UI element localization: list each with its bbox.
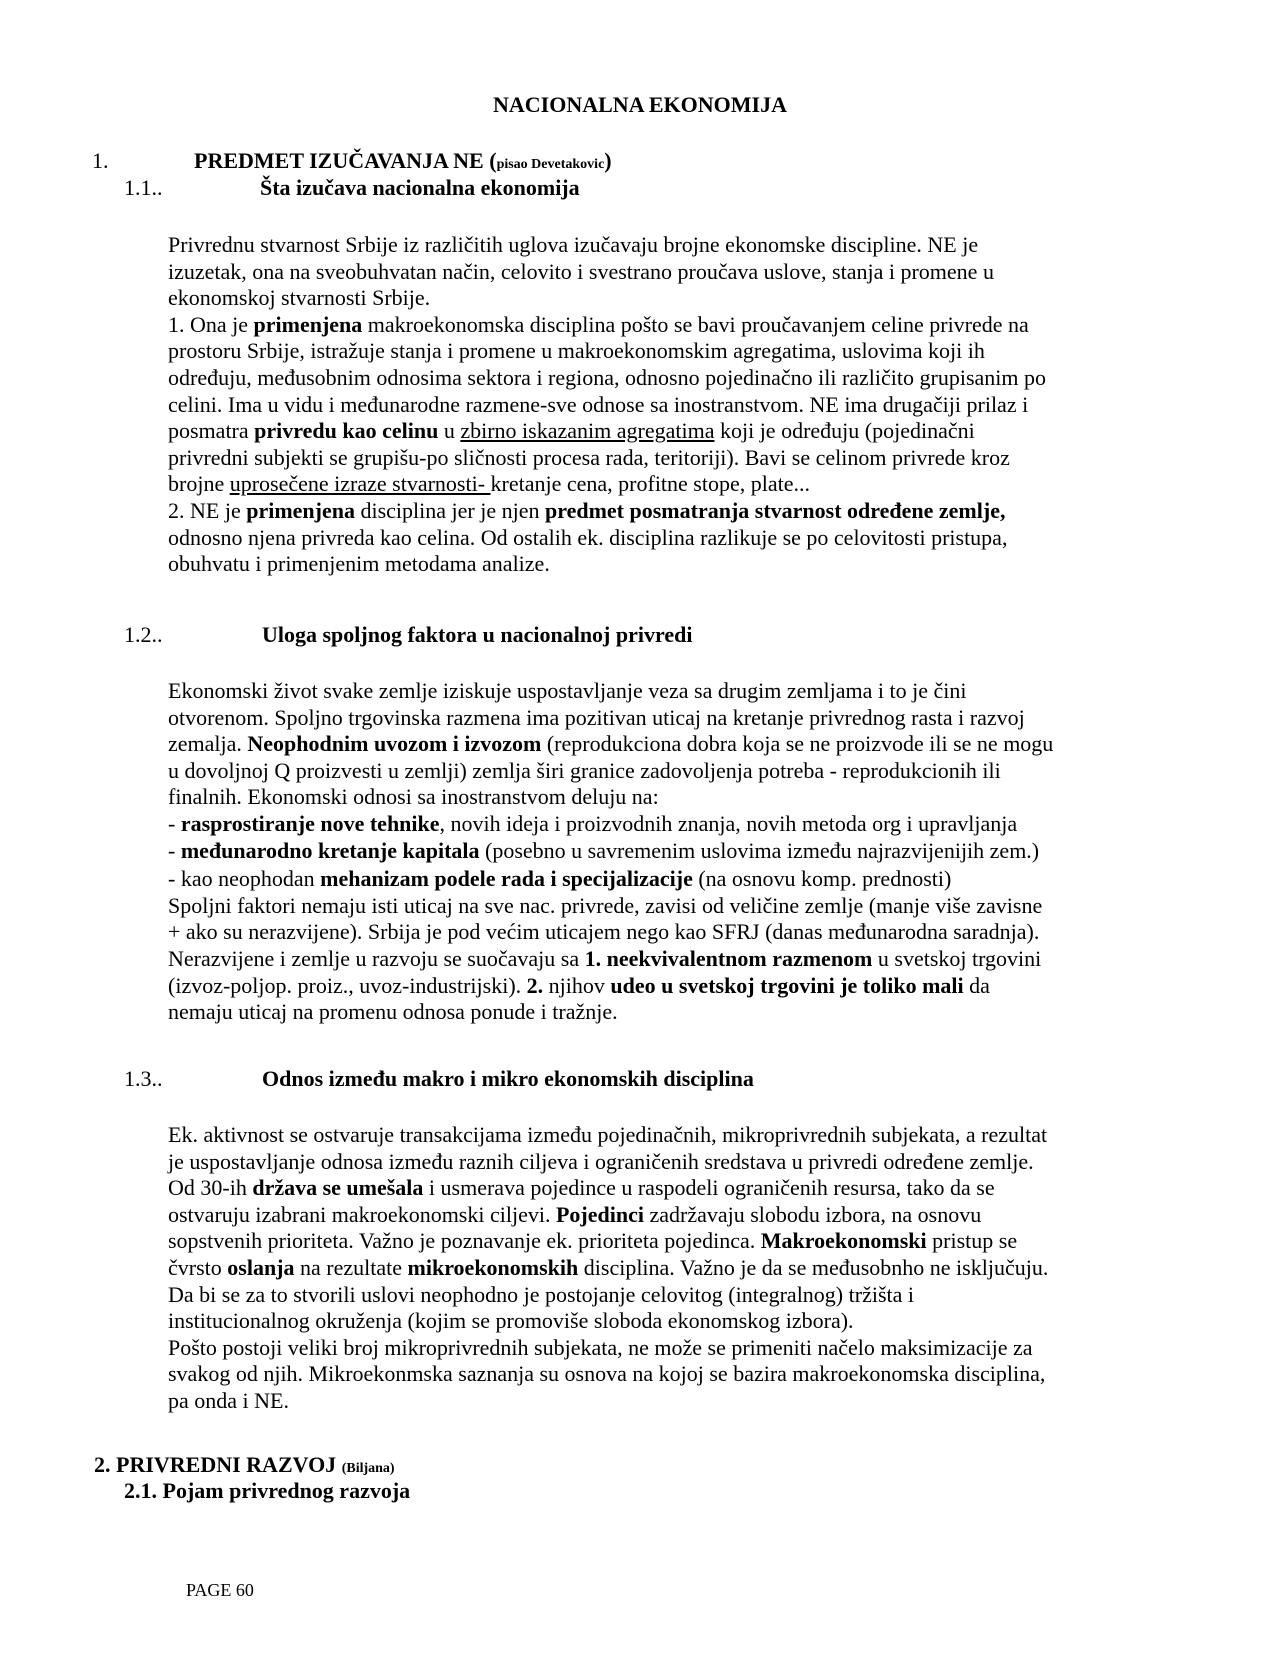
bold-term: udeo u svetskoj trgovini je toliko mali: [610, 972, 964, 998]
p1-line: određuju, međusobnim odnosima sektora i regiona, odnosno pojedinačno ili različito grupisanim po: [168, 364, 1047, 390]
section-1-1-number: 1.1..: [124, 175, 163, 200]
section-1-2-heading: Uloga spoljnog faktora u nacionalnoj privredi: [262, 622, 693, 647]
bold-term: država se umešala: [252, 1175, 424, 1201]
p2-line: nemaju uticaj na promenu odnosa ponude i tražnje.: [168, 999, 618, 1025]
section-2-title: 2. PRIVREDNI RAZVOJ: [94, 1452, 342, 1477]
bold-term: Makroekonomski: [760, 1228, 927, 1254]
p2-line: otvorenom. Spoljno trgovinska razmena ima pozitivan uticaj na kretanje privrednog rasta i razvoj: [168, 704, 1025, 730]
p3-line: institucionalnog okruženja (kojim se promoviše sloboda ekonomskog izbora).: [168, 1308, 854, 1334]
bold-term: mikroekonomskih: [407, 1254, 579, 1280]
p1-line: ekonomskoj stvarnosti Srbije.: [168, 285, 431, 311]
p2-line: u dovoljnoj Q proizvesti u zemlji) zemlja širi granice zadovoljenja potreba - reprodukcionih ili: [168, 757, 1001, 783]
section-1-author: pisao Devetakovic: [496, 157, 605, 172]
bold-term: privredu kao celinu: [254, 418, 439, 444]
section-1-heading: [194, 148, 612, 174]
bold-term: Neophodnim uvozom i izvozom: [247, 731, 542, 757]
bold-term: primenjena: [253, 311, 363, 337]
p2-line: finalnih. Ekonomski odnosi sa inostranstvom deluju na:: [168, 784, 659, 810]
section-1-close: ): [604, 148, 612, 173]
paragraph-2: [168, 678, 1178, 1026]
section-2-author: (Biljana): [341, 1461, 395, 1476]
underlined-term: zbirno iskazanim agregatima: [460, 418, 715, 444]
p3-line: čvrsto oslanja na rezultate mikroekonomskih disciplina. Važno je da se međusobnho ne isključuju.: [168, 1254, 1049, 1280]
bold-term: Pojedinci: [555, 1201, 644, 1227]
p3-line: pa onda i NE.: [168, 1387, 289, 1413]
p1-line: Privrednu stvarnost Srbije iz različitih uglova izučavaju brojne ekonomske discipline. NE je: [168, 232, 979, 257]
section-2-heading: [94, 1452, 395, 1478]
bold-term: 1. neekvivalentnom razmenom: [584, 945, 873, 971]
bold-term: međunarodno kretanje kapitala: [180, 837, 480, 863]
paragraph-3: [168, 1122, 1178, 1415]
bold-term: predmet posmatranja stvarnost određene zemlje,: [544, 497, 1006, 523]
p1-line: celini. Ima u vidu i međunarodne razmene-sve odnose sa inostranstvom. NE ima drugačiji prilaz i: [168, 391, 1029, 417]
p3-line: ostvaruju izabrani makroekonomski ciljevi. Pojedinci zadržavaju slobodu izbora, na osnovu: [168, 1201, 982, 1227]
section-1-3-heading: Odnos između makro i mikro ekonomskih disciplina: [262, 1066, 754, 1091]
bold-term: mehanizam podele rada i specijalizacije: [320, 866, 693, 892]
p1-line: izuzetak, ona na sveobuhvatan način, celovito i svestrano proučava uslove, stanja i promene u: [168, 258, 994, 284]
p2-line: - rasprostiranje nove tehnike, novih ideja i proizvodnih znanja, novih metoda org i upravljanja: [168, 810, 1018, 836]
p1-line: privredni subjekti se grupišu-po sličnosti procesa rada, teritoriji). Bavi se celinom privrede kroz: [168, 444, 1010, 470]
p2-line: - kao neophodan mehanizam podele rada i specijalizacije (na osnovu komp. prednosti): [168, 866, 952, 892]
p1-line: 2. NE je primenjena disciplina jer je njen predmet posmatranja stvarnost određene zemlje,: [168, 497, 1006, 523]
p1-line: brojne uprosečene izraze stvarnosti- kretanje cena, profitne stope, plate...: [168, 471, 811, 497]
page-number: PAGE 60: [186, 1580, 254, 1600]
bold-term: primenjena: [246, 497, 355, 523]
section-1-title: PREDMET IZUČAVANJA NE (: [194, 148, 497, 173]
p3-line: sopstvenih prioriteta. Važno je poznavanje ek. prioriteta pojedinca. Makroekonomski pristup se: [168, 1228, 1018, 1254]
p2-line: Nerazvijene i zemlje u razvoju se suočavaju sa 1. neekvivalentnom razmenom u svetskoj trgovini: [168, 945, 1042, 971]
p2-line: zemalja. Neophodnim uvozom i izvozom (reprodukciona dobra koja se ne proizvode ili se ne mogu: [168, 731, 1054, 757]
section-1-1-heading: Šta izučava nacionalna ekonomija: [260, 175, 580, 200]
p1-line: obuhvatu i primenjenim metodama analize.: [168, 551, 550, 577]
p3-line: Ek. aktivnost se ostvaruje transakcijama između pojedinačnih, mikroprivrednih subjekata, a rezultat: [168, 1122, 1048, 1147]
p2-line: - međunarodno kretanje kapitala (posebno u savremenim uslovima između najrazvijenijih zem.): [168, 837, 1040, 863]
p1-line: odnosno njena privreda kao celina. Od ostalih ek. disciplina razlikuje se po celovitosti pristupa,: [168, 524, 1008, 550]
paragraph-1: [168, 232, 1178, 578]
p2-line: Spoljni faktori nemaju isti uticaj na sve nac. privrede, zavisi od veličine zemlje (manje više zavisne: [168, 892, 1043, 918]
bold-term: 2.: [526, 972, 544, 998]
p3-line: je uspostavljanje odnosa između raznih ciljeva i ograničenih sredstava u privredi određene zemlje.: [168, 1148, 1034, 1174]
page-title: NACIONALNA EKONOMIJA: [493, 92, 787, 117]
p3-line: svakog od njih. Mikroekonmska saznanja su osnova na kojoj se bazira makroekonomska disciplina,: [168, 1361, 1046, 1387]
section-1-number: 1.: [92, 148, 109, 173]
section-2-1-heading: 2.1. Pojam privrednog razvoja: [124, 1478, 411, 1503]
p1-line: 1. Ona je primenjena makroekonomska disciplina pošto se bavi proučavanjem celine privrede na: [168, 311, 1029, 337]
underlined-term: uprosečene izraze stvarnosti-: [229, 471, 491, 497]
section-1-2-number: 1.2..: [124, 622, 163, 647]
p3-line: Pošto postoji veliki broj mikroprivrednih subjekata, ne može se primeniti načelo maksimizacije za: [168, 1334, 1033, 1360]
bold-term: rasprostiranje nove tehnike: [180, 810, 440, 836]
p2-line: + ako su nerazvijene). Srbija je pod većim uticajem nego kao SFRJ (danas međunarodna saradnja).: [168, 919, 1040, 945]
p1-line: posmatra privredu kao celinu u zbirno iskazanim agregatima koji je određuju (pojedinačni: [168, 418, 975, 444]
bold-term: oslanja: [227, 1254, 295, 1280]
p2-line: (izvoz-poljop. proiz., uvoz-industrijski). 2. njihov udeo u svetskoj trgovini je toliko mali da: [168, 972, 990, 998]
p2-line: Ekonomski život svake zemlje iziskuje uspostavljanje veza sa drugim zemljama i to je čini: [168, 678, 967, 703]
p3-line: Od 30-ih država se umešala i usmerava pojedince u raspodeli ograničenih resursa, tako da se: [168, 1175, 995, 1201]
p1-line: prostoru Srbije, istražuje stanja i promene u makroekonomskim agregatima, uslovima koji ih: [168, 338, 985, 364]
section-1-3-number: 1.3..: [124, 1066, 163, 1091]
p3-line: Da bi se za to stvorili uslovi neophodno je postojanje celovitog (integralnog) tržišta i: [168, 1281, 915, 1307]
